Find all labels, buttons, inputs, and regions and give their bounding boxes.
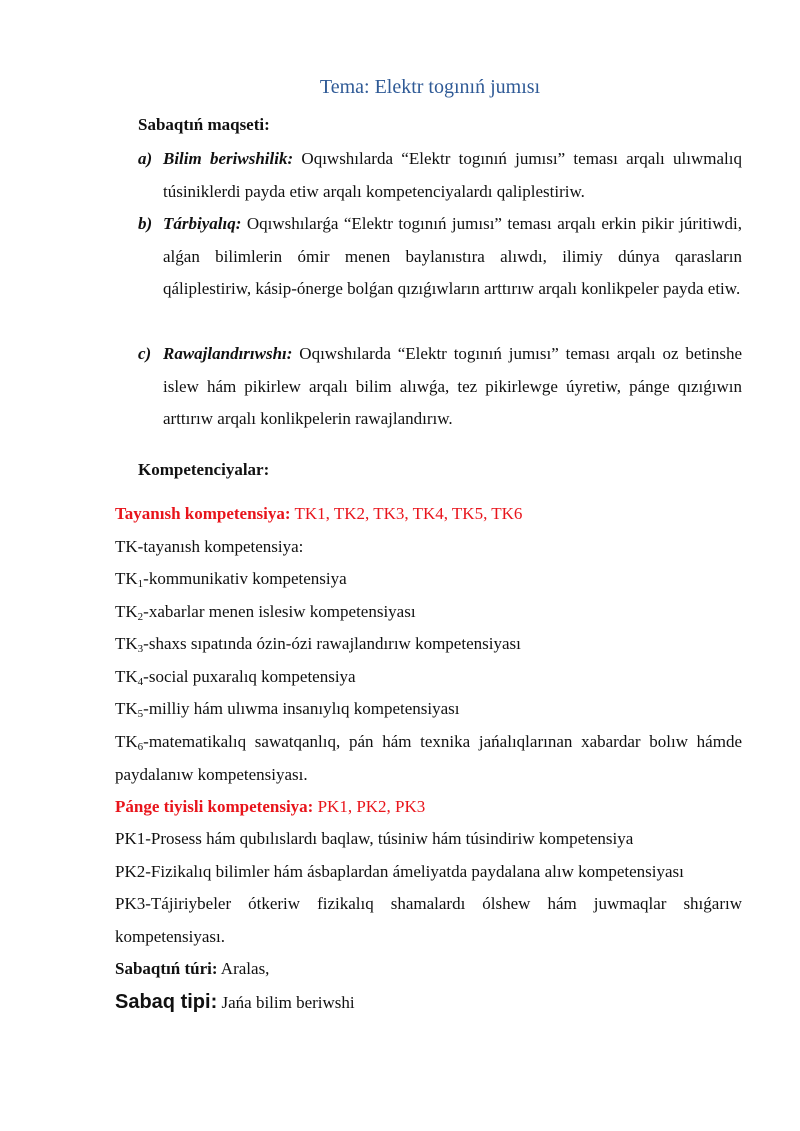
competency-code: TK bbox=[115, 732, 138, 751]
competency-subscript: 6 bbox=[137, 741, 144, 753]
competency-subscript: 4 bbox=[137, 676, 144, 688]
competencies-heading: Kompetenciyalar: bbox=[138, 460, 270, 479]
subject-competency-item: PK2-Fizikalıq bilimler hám ásbaplardan ámeliyatda paydalana alıw kompetensiyası bbox=[115, 862, 684, 881]
objective-body bbox=[163, 208, 742, 306]
competency-code: TK bbox=[115, 634, 138, 653]
competency-text: -shaxs sıpatında ózin-ózi rawajlandırıw kompetensiyası bbox=[143, 634, 521, 653]
objective-marker: b) bbox=[138, 214, 153, 233]
competency-subscript: 2 bbox=[137, 611, 144, 623]
objectives-heading: Sabaqtıń maqseti: bbox=[138, 115, 270, 134]
competency-subscript: 5 bbox=[137, 708, 144, 720]
objective-lead: Rawajlandırıwshı: bbox=[163, 344, 293, 363]
competency-text: -social puxaralıq kompetensiya bbox=[143, 667, 356, 686]
objective-text: Oqıwshılarda “Elektr togınıń jumısı” teması arqalı ulıwmalıq túsiniklerdi payda etiw arqalı kompetenciyalardı qaliplestiriw. bbox=[163, 149, 742, 201]
competency-text: -xabarlar menen islesiw kompetensiyası bbox=[143, 602, 416, 621]
competency-code: TK bbox=[115, 699, 138, 718]
competency-item bbox=[115, 726, 742, 791]
lesson-type bbox=[115, 953, 742, 986]
base-competency-label: Tayanısh kompetensiya: bbox=[115, 504, 291, 523]
objective-marker: a) bbox=[138, 149, 153, 168]
page-title: Tema: Elektr togınıń jumısı bbox=[319, 76, 541, 98]
subject-competency-codes: PK1, PK2, PK3 bbox=[313, 797, 426, 816]
competency-item bbox=[115, 563, 742, 596]
competency-text: -kommunikativ kompetensiya bbox=[143, 569, 347, 588]
lesson-type-label: Sabaqtıń túri: bbox=[115, 959, 218, 978]
lesson-type-value: Aralas, bbox=[217, 959, 270, 978]
objective-marker: c) bbox=[138, 344, 152, 363]
base-competency-codes: TK1, TK2, TK3, TK4, TK5, TK6 bbox=[290, 504, 523, 523]
competency-code: TK bbox=[115, 569, 138, 588]
objective-text: Oqıwshılarda “Elektr togınıń jumısı” teması arqalı oz betinshe islew hám pikirlew arqalı bilim alıwǵa, tez pikirlewge úyretiw, pánge qızıǵıwın arttırıw arqalı konlikpelerin rawajlandırıw. bbox=[163, 344, 742, 428]
base-competency-intro: TK-tayanısh kompetensiya: bbox=[115, 537, 304, 556]
objective-body bbox=[163, 143, 742, 208]
competency-subscript: 3 bbox=[137, 643, 144, 655]
competency-item bbox=[115, 596, 742, 629]
lesson-kind-value: Jańa bilim beriwshi bbox=[217, 993, 355, 1012]
subject-competency-label: Pánge tiyisli kompetensiya: bbox=[115, 797, 314, 816]
subject-competency-line bbox=[115, 791, 742, 824]
objective-item bbox=[138, 143, 742, 208]
competency-subscript: 1 bbox=[137, 578, 144, 590]
competency-item bbox=[115, 693, 742, 726]
lesson-kind-label: Sabaq tipi: bbox=[115, 991, 218, 1013]
base-competency-line bbox=[115, 498, 742, 531]
subject-competency-item: PK1-Prosess hám qubılıslardı baqlaw, túsiniw hám túsindiriw kompetensiya bbox=[115, 829, 634, 848]
objective-lead: Tárbiyalıq: bbox=[163, 214, 242, 233]
competency-item bbox=[115, 628, 742, 661]
lesson-kind bbox=[115, 986, 742, 1020]
objective-text: Oqıwshılarǵa “Elektr togınıń jumısı” teması arqalı erkin pikir júritiwdi, alǵan bilimlerin ómir menen baylanıstıra alıwdı, ilimiy dúnya qarasların qáliplestiriw, kásip-ónerge bolǵan qızıǵıwların arttırıw arqalı konlikpeler payda etiw. bbox=[163, 214, 742, 298]
competency-item bbox=[115, 661, 742, 694]
objective-lead: Bilim beriwshilik: bbox=[163, 149, 294, 168]
objective-body bbox=[163, 338, 742, 436]
competency-text: -milliy hám ulıwma insanıylıq kompetensiyası bbox=[143, 699, 460, 718]
objective-item bbox=[138, 338, 742, 436]
competency-code: TK bbox=[115, 667, 138, 686]
subject-competency-item: PK3-Tájiriybeler ótkeriw fizikalıq shamalardı ólshew hám juwmaqlar shıǵarıw kompetensiyası. bbox=[115, 894, 742, 946]
competency-text: -matematikalıq sawatqanlıq, pán hám texnika jańalıqlarınan xabardar bolıw hámde paydalanıw kompetensiyası. bbox=[115, 732, 742, 784]
objective-item bbox=[138, 208, 742, 306]
competency-code: TK bbox=[115, 602, 138, 621]
